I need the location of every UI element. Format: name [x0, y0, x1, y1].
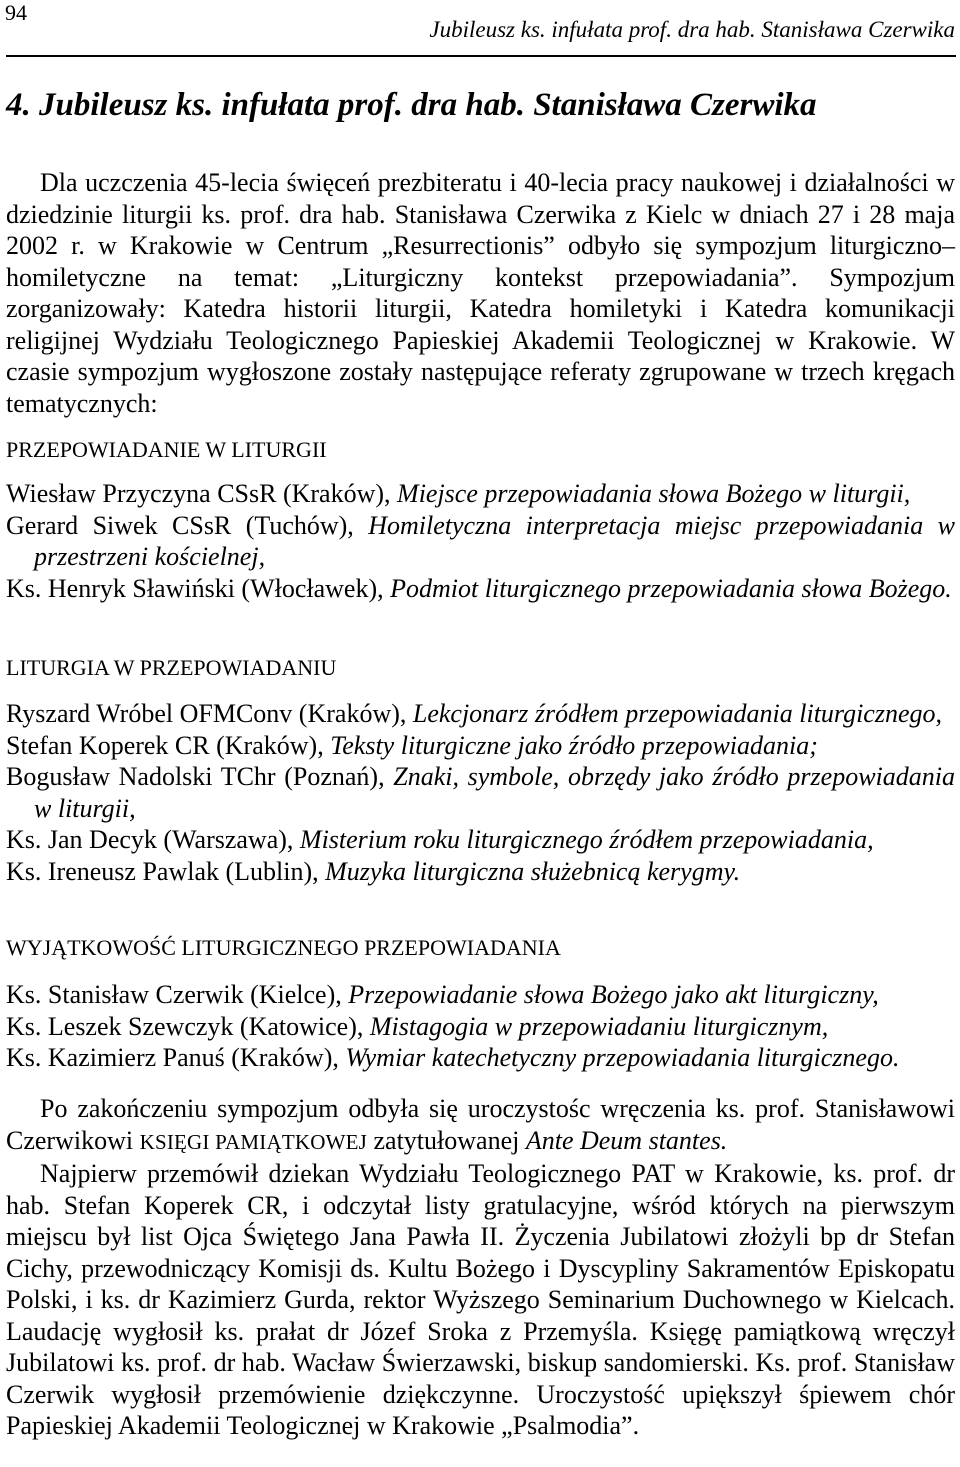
- book-title-italic: Ante Deum stantes.: [525, 1125, 728, 1155]
- group-list-1: [6, 478, 955, 604]
- list-item: [6, 1011, 955, 1043]
- item-author: Ks. Jan Decyk (Warszawa),: [6, 825, 300, 854]
- list-item: [6, 1042, 955, 1074]
- item-author: Ryszard Wróbel OFMConv (Kraków),: [6, 699, 413, 728]
- intro-paragraph: Dla uczczenia 45-lecia święceń prezbiteratu i 40-lecia pracy naukowej i działalności w dziedzinie liturgii ks. prof. dra hab. Stanisława Czerwika z Kielc w dniach 27 i 28 maja 2002 r. w Krakowie w Centrum „Resurrectionis” odbyło się sympozjum liturgiczno–homiletyczne na temat: „Liturgiczny kontekst przepowiadania”. Sympozjum zorganizowały: Katedra historii liturgii, Katedra homiletyki i Katedra komunikacji religijnej Wydziału Teologicznego Papieskiej Akademii Teologicznej w Krakowie. W czasie sympozjum wygłoszone zostały następujące referaty zgrupowane w trzech kręgach tematycznych:: [6, 168, 955, 418]
- list-item: [6, 573, 955, 605]
- item-author: Gerard Siwek CSsR (Tuchów),: [6, 510, 369, 540]
- closing-block: [6, 1093, 955, 1442]
- page-number: 94: [5, 0, 27, 25]
- group-list-3: [6, 979, 955, 1074]
- item-title: Teksty liturgiczne jako źródło przepowiadania;: [330, 730, 818, 760]
- group-heading-1: PRZEPOWIADANIE W LITURGII: [6, 437, 327, 462]
- list-item: [6, 510, 955, 573]
- list-item: [6, 478, 955, 510]
- book-title-caps: KSIĘGI PAMIĄTKOWEJ: [139, 1129, 367, 1154]
- group-heading-2: LITURGIA W PRZEPOWIADANIU: [6, 655, 337, 680]
- item-title: Znaki, symbole, obrzędy jako źródło przepowiadania w liturgii,: [34, 762, 955, 823]
- running-head: Jubileusz ks. infułata prof. dra hab. Stanisława Czerwika: [429, 17, 955, 42]
- list-item: [6, 979, 955, 1011]
- item-title: Mistagogia w przepowiadaniu liturgicznym,: [369, 1011, 829, 1041]
- item-author: Bogusław Nadolski TChr (Poznań),: [6, 762, 394, 791]
- closing-text-before: Po zakończeniu sympozjum odbyła się uroczystośc wręczenia ks. prof. Stanisławowi Czerwikowi: [6, 1094, 955, 1155]
- list-item: [6, 824, 955, 856]
- item-author: Ks. Ireneusz Pawlak (Lublin),: [6, 856, 326, 886]
- item-author: Ks. Stanisław Czerwik (Kielce),: [6, 980, 349, 1009]
- item-title: Podmiot liturgicznego przepowiadania słowa Bożego.: [390, 573, 952, 603]
- item-title: Lekcjonarz źródłem przepowiadania liturgicznego,: [412, 699, 943, 728]
- item-author: Stefan Koperek CR (Kraków),: [6, 730, 331, 760]
- item-title: Wymiar katechetyczny przepowiadania liturgicznego.: [345, 1043, 900, 1072]
- item-author: Ks. Henryk Sławiński (Włocławek),: [6, 573, 391, 603]
- item-title: Miejsce przepowiadania słowa Bożego w liturgii,: [397, 479, 911, 508]
- closing-text-middle: zatytułowanej: [367, 1125, 526, 1155]
- list-item: [6, 761, 955, 824]
- group-heading-3: WYJĄTKOWOŚĆ LITURGICZNEGO PRZEPOWIADANIA: [6, 935, 561, 960]
- item-author: Ks. Kazimierz Panuś (Kraków),: [6, 1043, 346, 1072]
- group-list-2: [6, 698, 955, 887]
- closing-paragraph-2: Najpierw przemówił dziekan Wydziału Teologicznego PAT w Krakowie, ks. prof. dr hab. Stefan Koperek CR, i odczytał listy gratulacyjne, wśród których na pierwszym miejscu był list Ojca Świętego Jana Pawła II. Życzenia Jubilatowi złożyli bp dr Stefan Cichy, przewodniczący Komisji ds. Kultu Bożego i Dyscypliny Sakramentów Episkopatu Polski, i ks. dr Kazimierz Gurda, rektor Wyższego Seminarium Duchownego w Kielcach. Laudację wygłosił ks. prałat dr Józef Sroka z Przemyśla. Księgę pamiątkową wręczył Jubilatowi ks. prof. dr hab. Wacław Świerzawski, biskup sandomierski. Ks. prof. Stanisław Czerwik wygłosił przemówienie dziękczynne. Uroczystość upiększył śpiewem chór Papieskiej Akademii Teologicznej w Krakowie „Psalmodia”.: [6, 1159, 955, 1440]
- closing-paragraph-1: [6, 1093, 955, 1158]
- item-author: Ks. Leszek Szewczyk (Katowice),: [6, 1011, 370, 1041]
- list-item: [6, 856, 955, 888]
- item-title: Przepowiadanie słowa Bożego jako akt liturgiczny,: [348, 980, 879, 1009]
- list-item: [6, 730, 955, 762]
- list-item: [6, 698, 955, 730]
- header-rule: [6, 55, 956, 57]
- page-header: [0, 0, 960, 44]
- item-title: Homiletyczna interpretacja miejsc przepowiadania w przestrzeni kościelnej,: [34, 510, 955, 571]
- intro-paragraph-block: [6, 167, 955, 419]
- item-author: Wiesław Przyczyna CSsR (Kraków),: [6, 479, 398, 508]
- item-title: Misterium roku liturgicznego źródłem przepowiadania,: [299, 825, 874, 854]
- item-title: Muzyka liturgiczna służebnicą kerygmy.: [325, 856, 741, 886]
- section-title: 4. Jubileusz ks. infułata prof. dra hab. Stanisława Czerwika: [6, 87, 817, 123]
